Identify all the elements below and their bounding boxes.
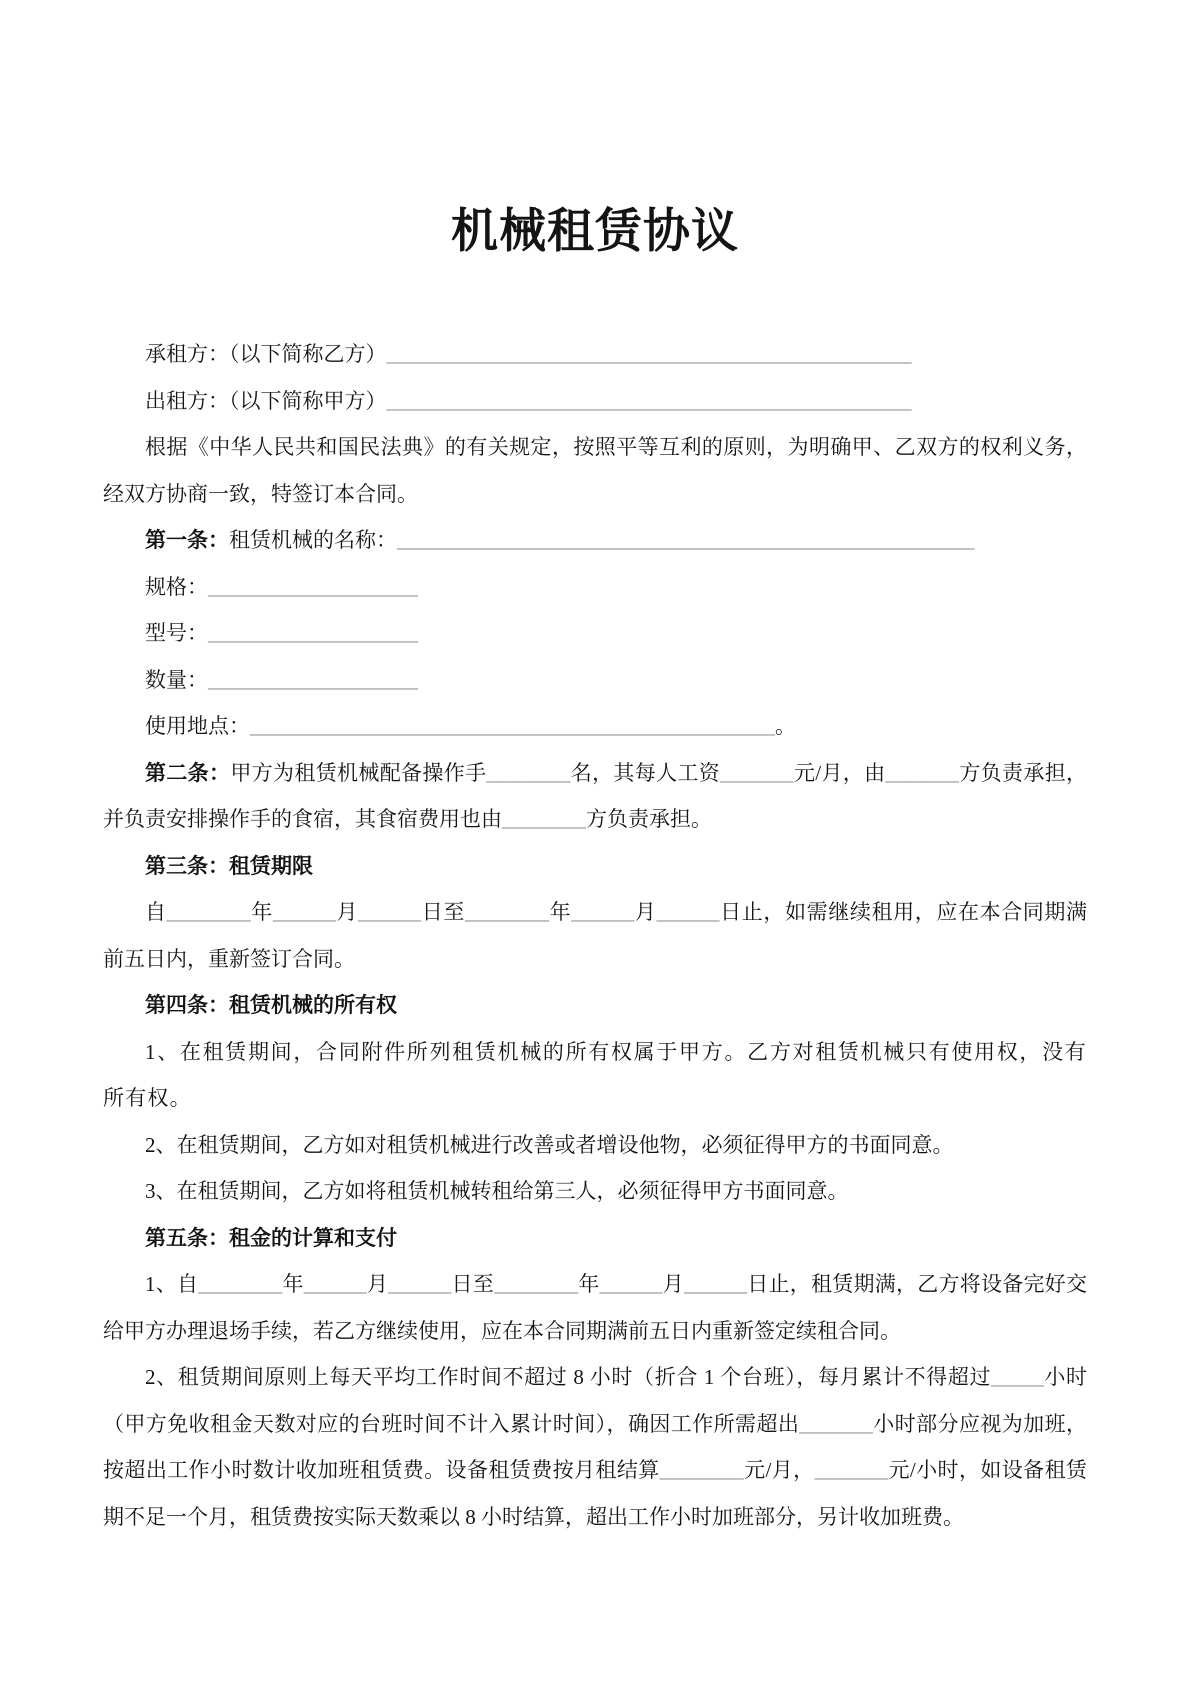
paragraph-text: 2、在租赁期间，乙方如对租赁机械进行改善或者增设他物，必须征得甲方的书面同意。: [145, 1132, 954, 1157]
blank-line: ______: [571, 900, 635, 924]
blank-line: ____________________: [208, 667, 418, 692]
blank-line: ______: [358, 900, 422, 924]
article-2-label: 第二条：: [145, 760, 231, 785]
article-4-label: 第四条：租赁机械的所有权: [145, 993, 397, 1017]
party-line-lessor: [103, 378, 1087, 425]
page-title: 机械租赁协议: [451, 206, 739, 258]
article-3-label: 第三条：租赁期限: [145, 853, 313, 878]
paragraph-text: 规格：____________________: [145, 574, 418, 599]
article-1: [103, 517, 1087, 564]
article-3-term: [103, 889, 1087, 982]
paragraph-text: 2、租赁期间原则上每天平均工作时间不超过 8 小时（折合 1 个台班），每月累计不得超过_____小时（甲方免收租金天数对应的台班时间不计入累计时间），确因工作所需超出_______小时部分应视为加班，按超出工作小时数计收加班租赁费。设备租赁费按月租结算________元/月，_______元/小时，如设备租赁期不足一个月，租赁费按实际天数乘以 8 小时结算，超出工作小时加班部分，另计收加班费。: [103, 1365, 1087, 1529]
blank-line: ________: [198, 1272, 283, 1296]
blank-line: ________: [486, 760, 571, 785]
blank-line: ________: [494, 1272, 578, 1296]
party-line-lessee: [103, 331, 1087, 378]
article-4-item-3: [103, 1168, 1087, 1215]
blank-line: __________________________________________________: [386, 342, 912, 366]
contract-body: [103, 331, 1087, 1540]
blank-line: _______: [799, 1411, 873, 1436]
paragraph-text: 使用地点：__________________________________________________。: [145, 714, 796, 738]
paragraph-text: 3、在租赁期间，乙方如将租赁机械转租给第三人，必须征得甲方书面同意。: [145, 1179, 849, 1203]
paragraph-text: 租赁机械的名称：_______________________________________________________: [229, 528, 975, 552]
article-2: [103, 750, 1087, 843]
article-4-item-2: [103, 1122, 1087, 1169]
blank-line: _______: [814, 1458, 889, 1482]
article-4-item-1: [103, 1029, 1087, 1122]
article-5-item-1: [103, 1261, 1087, 1354]
blank-line: ________: [465, 900, 549, 924]
paragraph-text: 1、自________年______月______日至________年______月______日止，租赁期满，乙方将设备完好交给甲方办理退场手续，若乙方继续使用，应在本合同期满前五日内重新签定续租合同。: [103, 1272, 1087, 1343]
blank-line: ____________________: [208, 574, 418, 599]
field-quantity: [103, 657, 1087, 704]
paragraph-text: 根据《中华人民共和国民法典》的有关规定，按照平等互利的原则，为明确甲、乙双方的权利义务，经双方协商一致，特签订本合同。: [103, 435, 1087, 506]
paragraph-text: 承租方：（以下简称乙方）__________________________________________________: [145, 342, 912, 366]
article-5-item-2: [103, 1354, 1087, 1540]
blank-line: __________________________________________________: [386, 388, 912, 413]
article-5-label: 第五条：租金的计算和支付: [145, 1225, 397, 1250]
blank-line: _______: [720, 760, 794, 785]
blank-line: _____: [991, 1365, 1044, 1389]
blank-line: ______: [272, 900, 336, 924]
paragraph-text: 1、在租赁期间，合同附件所列租赁机械的所有权属于甲方。乙方对租赁机械只有使用权，没有所有权。: [103, 1039, 1087, 1110]
blank-line: ________: [166, 900, 251, 924]
field-spec: [103, 564, 1087, 611]
blank-line: _______: [885, 760, 959, 785]
blank-line: ______: [656, 900, 720, 924]
paragraph-text: 甲方为租赁机械配备操作手________名，其每人工资_______元/月，由_______方负责承担，并负责安排操作手的食宿，其食宿费用也由________方负责承担。: [103, 760, 1088, 831]
blank-line: ______: [599, 1272, 663, 1296]
blank-line: _______________________________________________________: [397, 528, 975, 552]
blank-line: ________: [502, 807, 586, 831]
blank-line: __________________________________________________: [250, 714, 775, 738]
paragraph-text: 自________年______月______日至________年______月______日止，如需继续租用，应在本合同期满前五日内，重新签订合同。: [103, 900, 1088, 971]
blank-line: ________: [659, 1458, 744, 1482]
blank-line: ____________________: [208, 621, 418, 645]
paragraph-text: 出租方：（以下简称甲方）__________________________________________________: [145, 388, 912, 413]
article-4-heading: [103, 982, 1087, 1029]
field-model: [103, 610, 1087, 657]
blank-line: ______: [303, 1272, 367, 1296]
article-5-heading: [103, 1215, 1087, 1262]
article-1-label: 第一条：: [145, 528, 229, 552]
field-location: [103, 703, 1087, 750]
blank-line: ______: [388, 1272, 452, 1296]
article-3-heading: [103, 843, 1087, 890]
preamble: [103, 424, 1087, 517]
paragraph-text: 数量：____________________: [145, 667, 418, 692]
blank-line: ______: [684, 1272, 747, 1296]
paragraph-text: 型号：____________________: [145, 621, 418, 645]
